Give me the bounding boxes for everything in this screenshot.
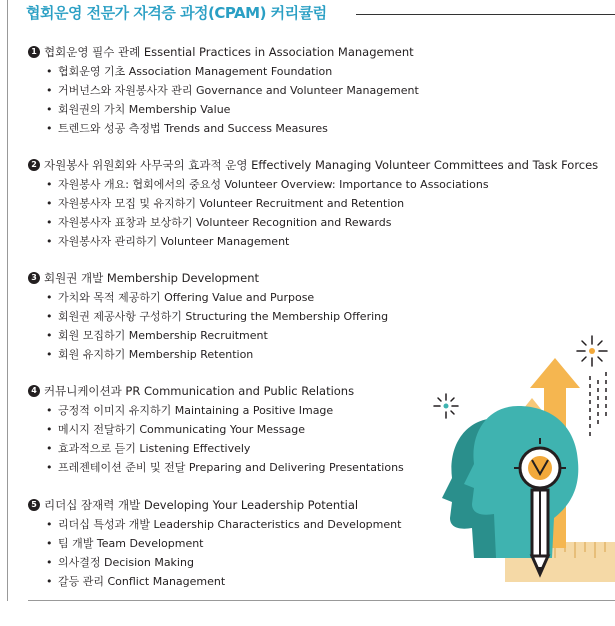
list-item: • 팀 개발 Team Development <box>28 534 568 553</box>
list-item: • 회원권 제공사항 구성하기 Structuring the Membership Offering <box>28 307 568 326</box>
list-item: • 회원 유지하기 Membership Retention <box>28 345 568 364</box>
module-title: 4 커뮤니케이션과 PR Communication and Public Relations <box>28 382 568 401</box>
page-title: 협회운영 전문가 자격증 과정(CPAM) 커리큘럼 <box>26 4 327 22</box>
list-item: • 자원봉사자 표창과 보상하기 Volunteer Recognition and Rewards <box>28 213 568 232</box>
number-badge: 5 <box>28 499 40 511</box>
number-badge: 2 <box>28 159 40 171</box>
list-item: • 자원봉사 개요: 협회에서의 중요성 Volunteer Overview: Importance to Associations <box>28 175 568 194</box>
list-item: • 긍정적 이미지 유지하기 Maintaining a Positive Image <box>28 401 568 420</box>
bottom-rule <box>28 600 615 601</box>
module-title: 3 회원권 개발 Membership Development <box>28 269 568 288</box>
list-item: • 협회운영 기초 Association Management Foundation <box>28 62 568 81</box>
pencil-icon <box>532 490 548 574</box>
list-item: • 거버넌스와 자원봉사자 관리 Governance and Volunteer Management <box>28 81 568 100</box>
module-2 <box>28 156 599 251</box>
motion-lines <box>590 372 606 438</box>
sparkle-icon <box>434 394 458 418</box>
list-item: • 메시지 전달하기 Communicating Your Message <box>28 420 568 439</box>
list-item: • 트렌드와 성공 측정법 Trends and Success Measures <box>28 119 568 138</box>
number-badge: 4 <box>28 385 40 397</box>
module-title: 2 자원봉사 위원회와 사무국의 효과적 운영 Effectively Managing Volunteer Committees and Task Forces <box>28 156 568 175</box>
list-item: • 리더십 특성과 개발 Leadership Characteristics and Development <box>28 515 568 534</box>
header <box>26 3 615 25</box>
list-item: • 갈등 관리 Conflict Management <box>28 572 568 591</box>
list-item: • 효과적으로 듣기 Listening Effectively <box>28 439 568 458</box>
list-item: • 프레젠테이션 준비 및 전달 Preparing and Delivering Presentations <box>28 458 568 477</box>
module-1 <box>28 43 568 138</box>
list-item: • 회원 모집하기 Membership Recruitment <box>28 326 568 345</box>
number-badge: 1 <box>28 46 40 58</box>
title-rule <box>356 14 615 15</box>
list-item: • 회원권의 가치 Membership Value <box>28 100 568 119</box>
module-title: 1 협회운영 필수 관례 Essential Practices in Association Management <box>28 43 568 62</box>
leadership-illustration <box>420 318 615 600</box>
list-item: • 자원봉사자 모집 및 유지하기 Volunteer Recruitment and Retention <box>28 194 568 213</box>
module-title: 5 리더십 잠재력 개발 Developing Your Leadership Potential <box>28 496 568 515</box>
list-item: • 자원봉사자 관리하기 Volunteer Management <box>28 232 568 251</box>
list-item: • 가치와 목적 제공하기 Offering Value and Purpose <box>28 288 568 307</box>
left-margin-rule <box>7 0 8 601</box>
module-items <box>28 175 568 251</box>
number-badge: 3 <box>28 272 40 284</box>
module-items <box>28 62 568 138</box>
sparkle-icon <box>577 336 607 366</box>
list-item: • 의사결정 Decision Making <box>28 553 568 572</box>
